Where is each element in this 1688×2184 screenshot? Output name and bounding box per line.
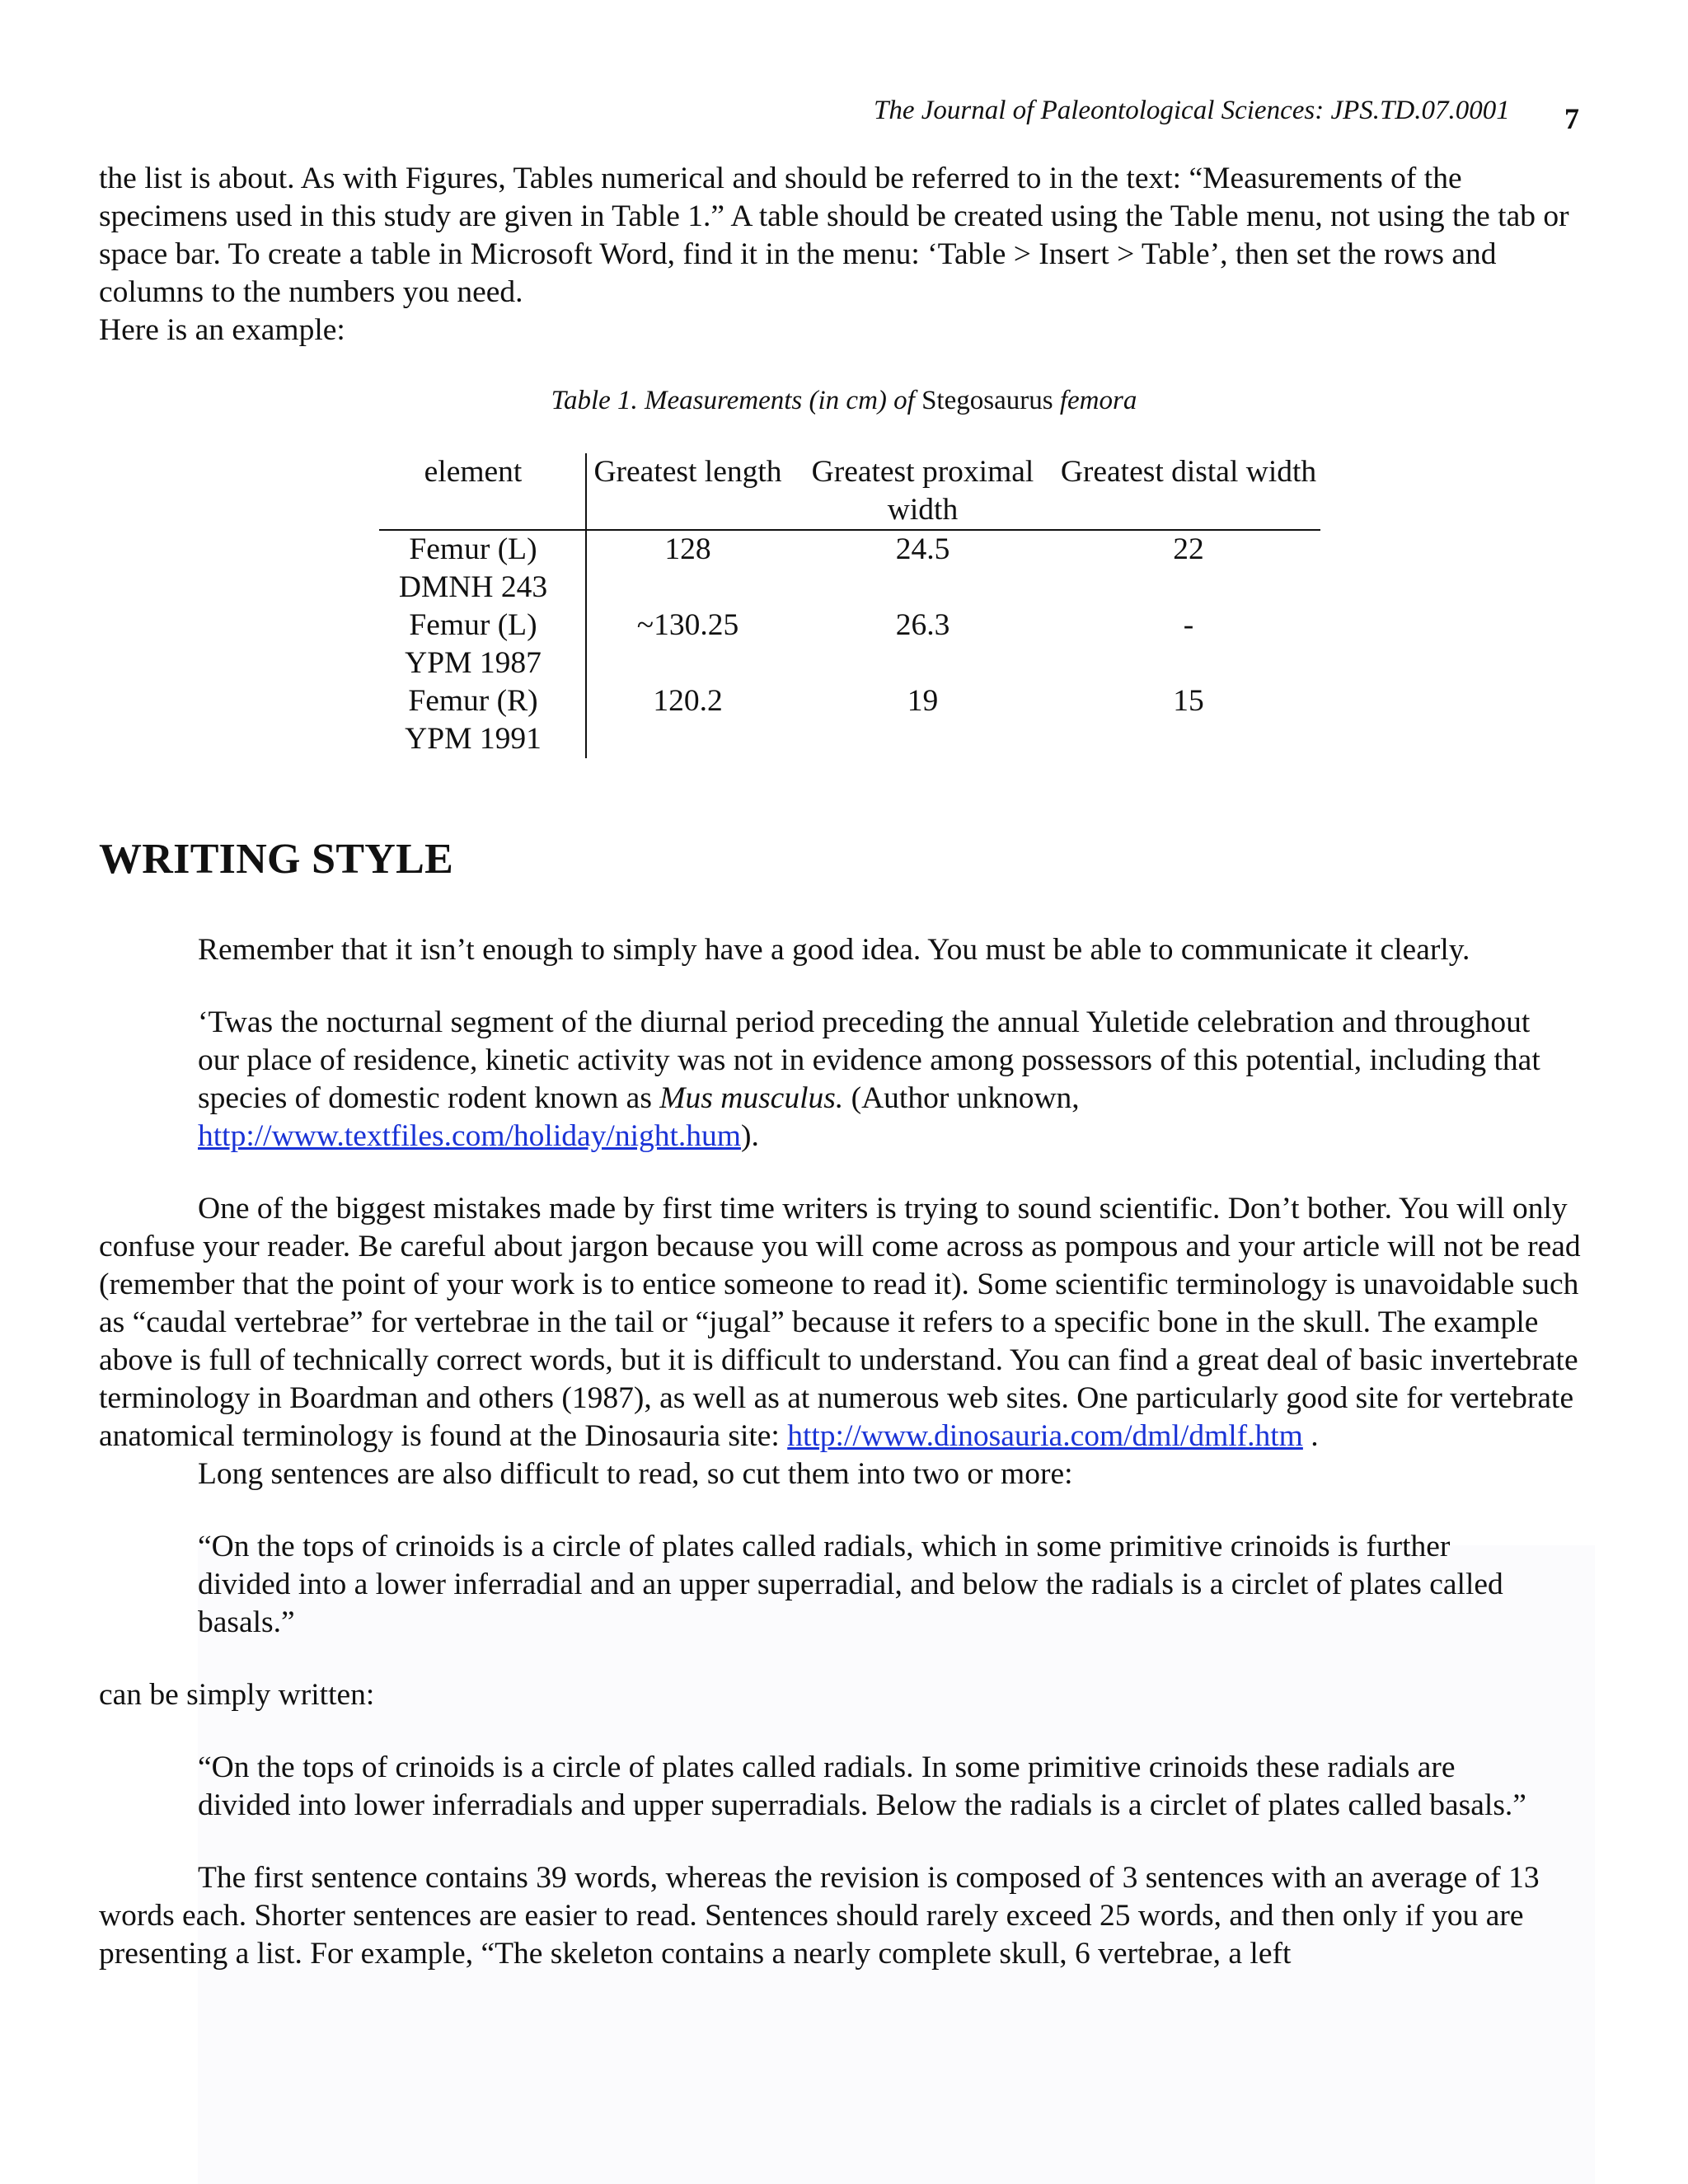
- header-proximal: Greatest proximal width: [789, 453, 1057, 530]
- paragraph-communicate: Remember that it isn’t enough to simply have a good idea. You must be able to communicate it clearly.: [198, 933, 1470, 967]
- paragraph-mistakes: [99, 1190, 1582, 1455]
- table-cell: Femur (L) DMNH 243: [379, 530, 586, 607]
- paragraph-word-count: The first sentence contains 39 words, whereas the revision is composed of 3 sentences with an average of 13 words each. Shorter sentences are easier to read. Sentences should rarely exceed 25 words, and then only if you are presenting a list. For example, “The skeleton contains a nearly complete skull, 6 vertebrae, a left: [99, 1861, 1540, 1971]
- caption-suffix: femora: [1053, 386, 1137, 415]
- header-length: Greatest length: [586, 453, 789, 530]
- mistakes-end: .: [1302, 1419, 1319, 1453]
- twas-text: ‘Twas the nocturnal segment of the diurnal period preceding the annual Yuletide celebration and throughout our place of residence, kinetic activity was not in evidence among possessors of this potential, including that species of domestic rodent known as: [198, 1005, 1540, 1115]
- table-cell: 15: [1173, 684, 1204, 718]
- section-heading: WRITING STYLE: [99, 836, 454, 883]
- dinosauria-link[interactable]: http://www.dinosauria.com/dml/dmlf.htm: [787, 1419, 1303, 1453]
- measurements-table: [379, 453, 1320, 758]
- table-cell: ~130.25: [636, 608, 739, 642]
- table-cell: 120.2: [653, 684, 723, 718]
- page-number: 7: [1564, 102, 1579, 135]
- table-row: [379, 607, 1320, 682]
- header-element: element: [379, 453, 586, 530]
- table-cell: 26.3: [895, 608, 950, 642]
- caption-prefix: Table 1. Measurements (in cm) of: [551, 386, 922, 415]
- paragraph-twas: [99, 1004, 1582, 1155]
- caption-genus: Stegosaurus: [921, 386, 1053, 415]
- running-header: The Journal of Paleontological Sciences: JPS.TD.07.0001: [874, 96, 1510, 125]
- table-cell: 22: [1173, 532, 1204, 566]
- textfiles-link[interactable]: http://www.textfiles.com/holiday/night.hum: [198, 1119, 741, 1153]
- table-cell: 24.5: [895, 532, 950, 566]
- table-cell: Femur (R) YPM 1991: [379, 682, 586, 758]
- quote-original: “On the tops of crinoids is a circle of plates called radials, which in some primitive crinoids is further divided into a lower inferradial and an upper superradial, and below the radials is a circlet of plates called basals.”: [198, 1530, 1503, 1639]
- table-cell: Femur (L) YPM 1987: [379, 607, 586, 682]
- quote-revised: “On the tops of crinoids is a circle of plates called radials. In some primitive crinoids these radials are divided into lower inferradials and upper superradials. Below the radials is a circlet of plates called basals.”: [198, 1750, 1526, 1822]
- paragraph-long-sentences: Long sentences are also difficult to read, so cut them into two or more:: [198, 1457, 1073, 1491]
- table-row: [379, 682, 1320, 758]
- mistakes-text: One of the biggest mistakes made by first time writers is trying to sound scientific. Don’t bother. You will only confuse your reader. Be careful about jargon because you will come across as pompous and your article will not be read (remember that the point of your work is to entice someone to read it). Some scientific terminology is unavoidable such as “caudal vertebrae” for vertebrae in the tail or “jugal” because it refers to a specific bone in the skull. The example above is full of technically correct words, but it is difficult to understand. You can find a great deal of basic invertebrate terminology in Boardman and others (1987), as well as at numerous web sites. One particularly good site for vertebrate anatomical terminology is found at the Dinosauria site:: [99, 1192, 1581, 1453]
- table-cell: 128: [664, 532, 711, 566]
- twas-mid: (Author unknown,: [843, 1081, 1080, 1115]
- species-name: Mus musculus.: [659, 1081, 844, 1115]
- table-header-row: [379, 453, 1320, 530]
- example-line: Here is an example:: [99, 313, 345, 347]
- twas-end: ).: [740, 1119, 759, 1153]
- body-section: [99, 931, 1582, 1973]
- header-distal: Greatest distal width: [1057, 453, 1320, 530]
- intro-section: [99, 160, 1582, 349]
- paragraph-simply-written: can be simply written:: [99, 1678, 375, 1712]
- intro-paragraph: the list is about. As with Figures, Tables numerical and should be referred to in the text: “Measurements of the specimens used in this study are given in Table 1.” A table should be created using the Table menu, not using the tab or space bar. To create a table in Microsoft Word, find it in the menu: ‘Table > Insert > Table’, then set the rows and columns to the numbers you need.: [99, 162, 1569, 309]
- table-row: [379, 530, 1320, 607]
- table-cell: 19: [907, 684, 939, 718]
- table-caption: [0, 384, 1688, 417]
- table-cell: -: [1183, 608, 1194, 642]
